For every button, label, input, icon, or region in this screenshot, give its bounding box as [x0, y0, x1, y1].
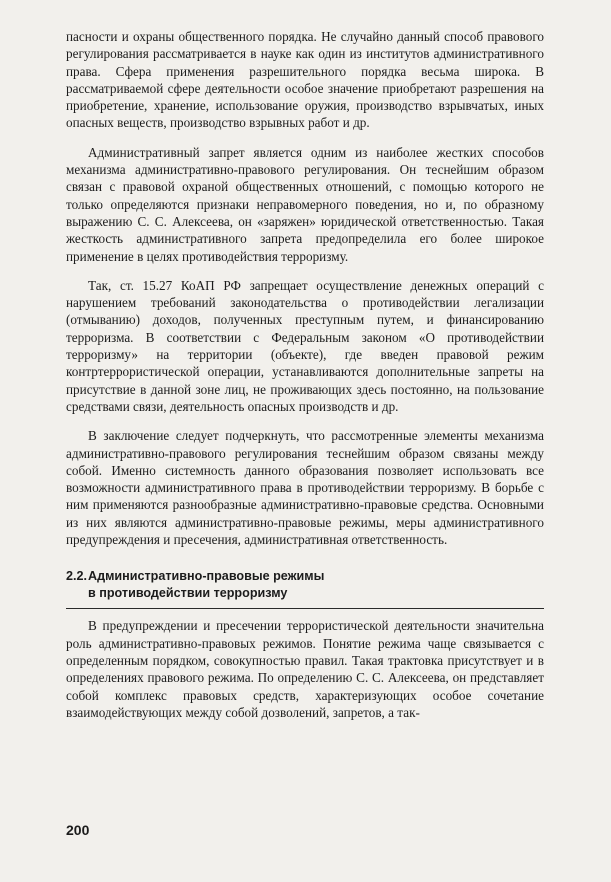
section-number: 2.2.	[66, 569, 88, 584]
section-heading	[66, 568, 544, 609]
page-number: 200	[66, 822, 90, 838]
paragraph-koap-article: Так, ст. 15.27 КоАП РФ запрещает осуществление денежных операций с нарушением требований законодательства о противодействии легализации (отмыванию) доходов, полученных преступным путем, и финансированию терроризма. В соответствии с Федеральным законом «О противодействии терроризму» на территории (объекте), где введен правовой режим контртеррористической операции, устанавливаются дополнительные запреты на присутствие в данной зоне лиц, не проживающих здесь постоянно, на пользование средствами связи, деятельность опасных производств и др.	[66, 277, 544, 414]
paragraph-conclusion: В заключение следует подчеркнуть, что рассмотренные элементы механизма административно-правового регулирования теснейшим образом связаны между собой. Именно системность данного образования позволяет использовать все возможности административного права в противодействии терроризму. В борьбе с ним применяются разнообразные административно-правовые средства. Основными из них являются административно-правовые режимы, меры административного предупреждения и пресечения, административная ответственность.	[66, 428, 544, 548]
section-title-line2: в противодействии терроризму	[88, 586, 288, 601]
page-body	[66, 28, 544, 733]
paragraph-continued: пасности и охраны общественного порядка. Не случайно данный способ правового регулирования рассматривается в науке как один из институтов административного права. Сфера применения разрешительного порядка весьма широка. В рассматриваемой сфере деятельности особое значение приобретают разрешения на приобретение, хранение, использование оружия, производство взрывчатых, иных опасных веществ, производство взрывных работ и др.	[66, 29, 544, 131]
paragraph-section-intro: В предупреждении и пресечении террористической деятельности значительна роль административно-правовых режимов. Понятие режима чаще связывается с определенным порядком, совокупностью правил. Такая трактовка присутствует и в определениях правового режима. По определению С. С. Алексеева, он представляет собой комплекс правовых средств, характеризующих особое сочетание взаимодействующих между собой дозволений, запретов, а так-	[66, 618, 544, 720]
section-title-line1: Административно-правовые режимы	[88, 569, 325, 584]
paragraph-administrative-ban: Административный запрет является одним из наиболее жестких способов механизма административно-правового регулирования. Он теснейшим образом связан с правовой охраной общественных отношений, с помощью которого не только определяются признаки неправомерного поведения, но и, по образному выражению С. С. Алексеева, он «заряжен» юридической ответственностью. Такая жесткость административного запрета предопределила его более широкое применение в целях противодействия терроризму.	[66, 144, 544, 264]
